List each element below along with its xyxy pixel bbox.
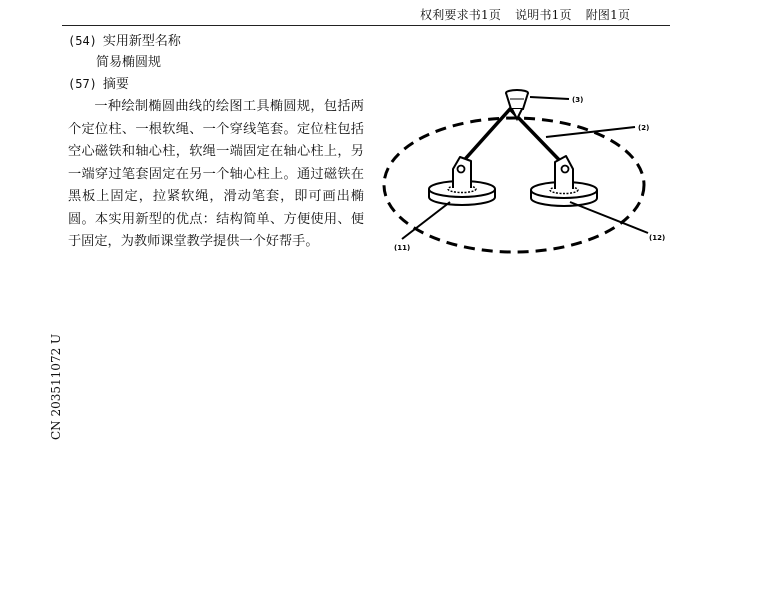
left-positioning-post (429, 157, 495, 205)
header-description-pages: 说明书1页 (515, 8, 572, 22)
header-claims-pages: 权利要求书1页 (420, 8, 502, 22)
utility-model-name: 简易椭圆规 (96, 55, 162, 70)
abstract-figure (380, 85, 670, 265)
header-drawings-pages: 附图1页 (585, 8, 631, 22)
leader-line-rope (546, 127, 635, 137)
label-left-post: (11) (394, 244, 411, 252)
section-57-title: 摘要 (102, 77, 129, 92)
leader-line-left-post (402, 202, 450, 239)
pen-sleeve (506, 90, 528, 119)
section-57-heading (68, 73, 129, 92)
ellipse-outline (384, 118, 644, 252)
section-54-code: (54) (68, 34, 97, 48)
right-positioning-post (531, 156, 597, 206)
section-54-heading (68, 30, 181, 49)
leader-line-pen (530, 97, 569, 99)
abstract-paragraph: 一种绘制椭圆曲线的绘图工具椭圆规，包括两个定位柱、一根软绳、一个穿线笔套。定位柱包括空心磁铁和轴心柱，软绳一端固定在轴心柱上，另一端穿过笔套固定在另一个轴心柱上。通过磁铁在黑板上固定，拉紧软绳，滑动笔套，即可画出椭圆。本实用新型的优点：结构简单、方便使用、便于固定，为教师课堂教学提供一个好帮手。 (68, 99, 364, 249)
label-pen-sleeve: (3) (572, 96, 584, 104)
label-rope: (2) (638, 124, 650, 132)
publication-number: CN 203511072 U (49, 333, 63, 440)
page-header (420, 6, 630, 23)
section-54-title: 实用新型名称 (102, 34, 181, 49)
header-rule (62, 25, 670, 26)
section-57-code: (57) (68, 77, 97, 91)
ellipse-compass-drawing (380, 85, 670, 265)
label-right-post: (12) (649, 234, 666, 242)
